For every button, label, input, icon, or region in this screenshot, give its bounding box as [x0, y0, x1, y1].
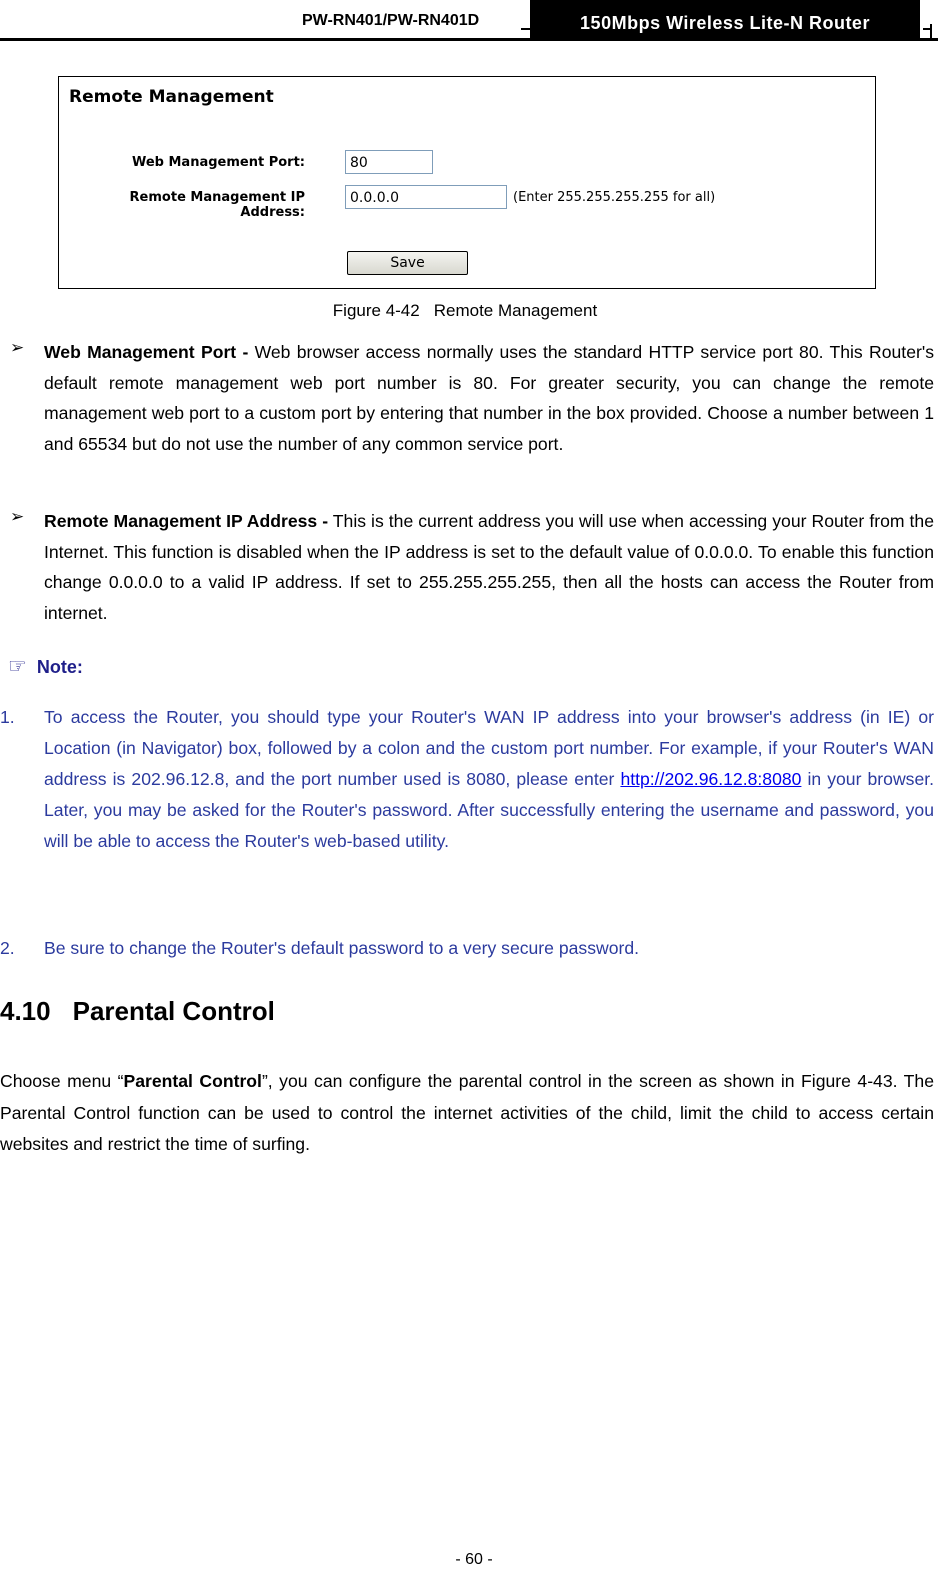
- section-number: 4.10: [0, 996, 51, 1026]
- web-management-port-input[interactable]: 80: [345, 150, 433, 174]
- save-button[interactable]: Save: [347, 251, 468, 275]
- figure-caption: [0, 301, 930, 321]
- bullet-text: Web browser access normally uses the standard HTTP service port 80. This Router's default remote management web port number is 80. For greater security, you can change the remote management web port to a custom port by entering that number in the box provided. Choose a number between 1 and 65534 but do not use the number of any common service port.: [44, 342, 934, 454]
- page-number: - 60 -: [455, 1551, 493, 1568]
- arrow-bullet-icon: ➢: [10, 338, 25, 357]
- remote-ip-label: Remote Management IP Address:: [129, 190, 305, 220]
- panel-title: Remote Management: [69, 87, 274, 107]
- header-divider: [521, 28, 530, 30]
- note-label: Note:: [36, 657, 83, 677]
- caption-text: Remote Management: [433, 301, 598, 320]
- product-title: 150Mbps Wireless Lite-N Router: [530, 0, 920, 40]
- bullet-text: This is the current address you will use when accessing your Router from the Internet. This function is disabled when the IP address is set to the default value of 0.0.0.0. To enable this function change 0.0.0.0 to a valid IP address. If set to 255.255.255.255, then all the hosts can access the Router from internet.: [44, 511, 934, 623]
- caption-number: Figure 4-42: [332, 301, 420, 320]
- note-item: Be sure to change the Router's default password to a very secure password.: [44, 938, 640, 958]
- paragraph-text: ”, you can configure the parental control in the screen as shown in Figure 4-43. The Parental Control function can be used to control the internet activities of the child, limit the child to access certain websites and restrict the time of surfing.: [0, 1071, 934, 1154]
- note-item: [44, 702, 934, 857]
- header-rule: [0, 38, 938, 41]
- section-title: Parental Control: [72, 996, 275, 1026]
- ip-hint: (Enter 255.255.255.255 for all): [513, 190, 716, 205]
- bullet-web-management-port: [44, 337, 934, 459]
- note-text: in your browser. Later, you may be asked for the Router's password. After successfully entering the username and password, you will be able to access the Router's web-based utility.: [44, 769, 935, 851]
- menu-name: Parental Control: [123, 1071, 262, 1091]
- model-name: PW-RN401/PW-RN401D: [302, 12, 480, 29]
- note-heading: [8, 654, 83, 678]
- paragraph-text: Choose menu “: [0, 1071, 124, 1091]
- page-header: [0, 0, 948, 42]
- bullet-term: Web Management Port -: [44, 342, 249, 362]
- bullet-remote-ip: [44, 506, 934, 628]
- note-item-number: 2.: [0, 938, 15, 958]
- arrow-bullet-icon: ➢: [10, 507, 25, 526]
- body-paragraph: [0, 1066, 934, 1161]
- remote-management-panel: [58, 76, 876, 289]
- bullet-term: Remote Management IP Address -: [44, 511, 329, 531]
- example-url-link[interactable]: http://202.96.12.8:8080: [620, 769, 802, 789]
- web-management-port-label: Web Management Port:: [131, 155, 305, 170]
- section-heading: [0, 996, 275, 1027]
- note-item-number: 1.: [0, 707, 15, 727]
- remote-ip-input[interactable]: 0.0.0.0: [345, 185, 507, 209]
- pointing-hand-icon: ☞: [8, 654, 27, 678]
- note-text: To access the Router, you should type your Router's WAN IP address into your browser's address (in IE) or Location (in Navigator) box, followed by a colon and the custom port number. For example, if your Router's WAN address is 202.96.12.8, and the port number used is 8080, please enter: [44, 707, 934, 789]
